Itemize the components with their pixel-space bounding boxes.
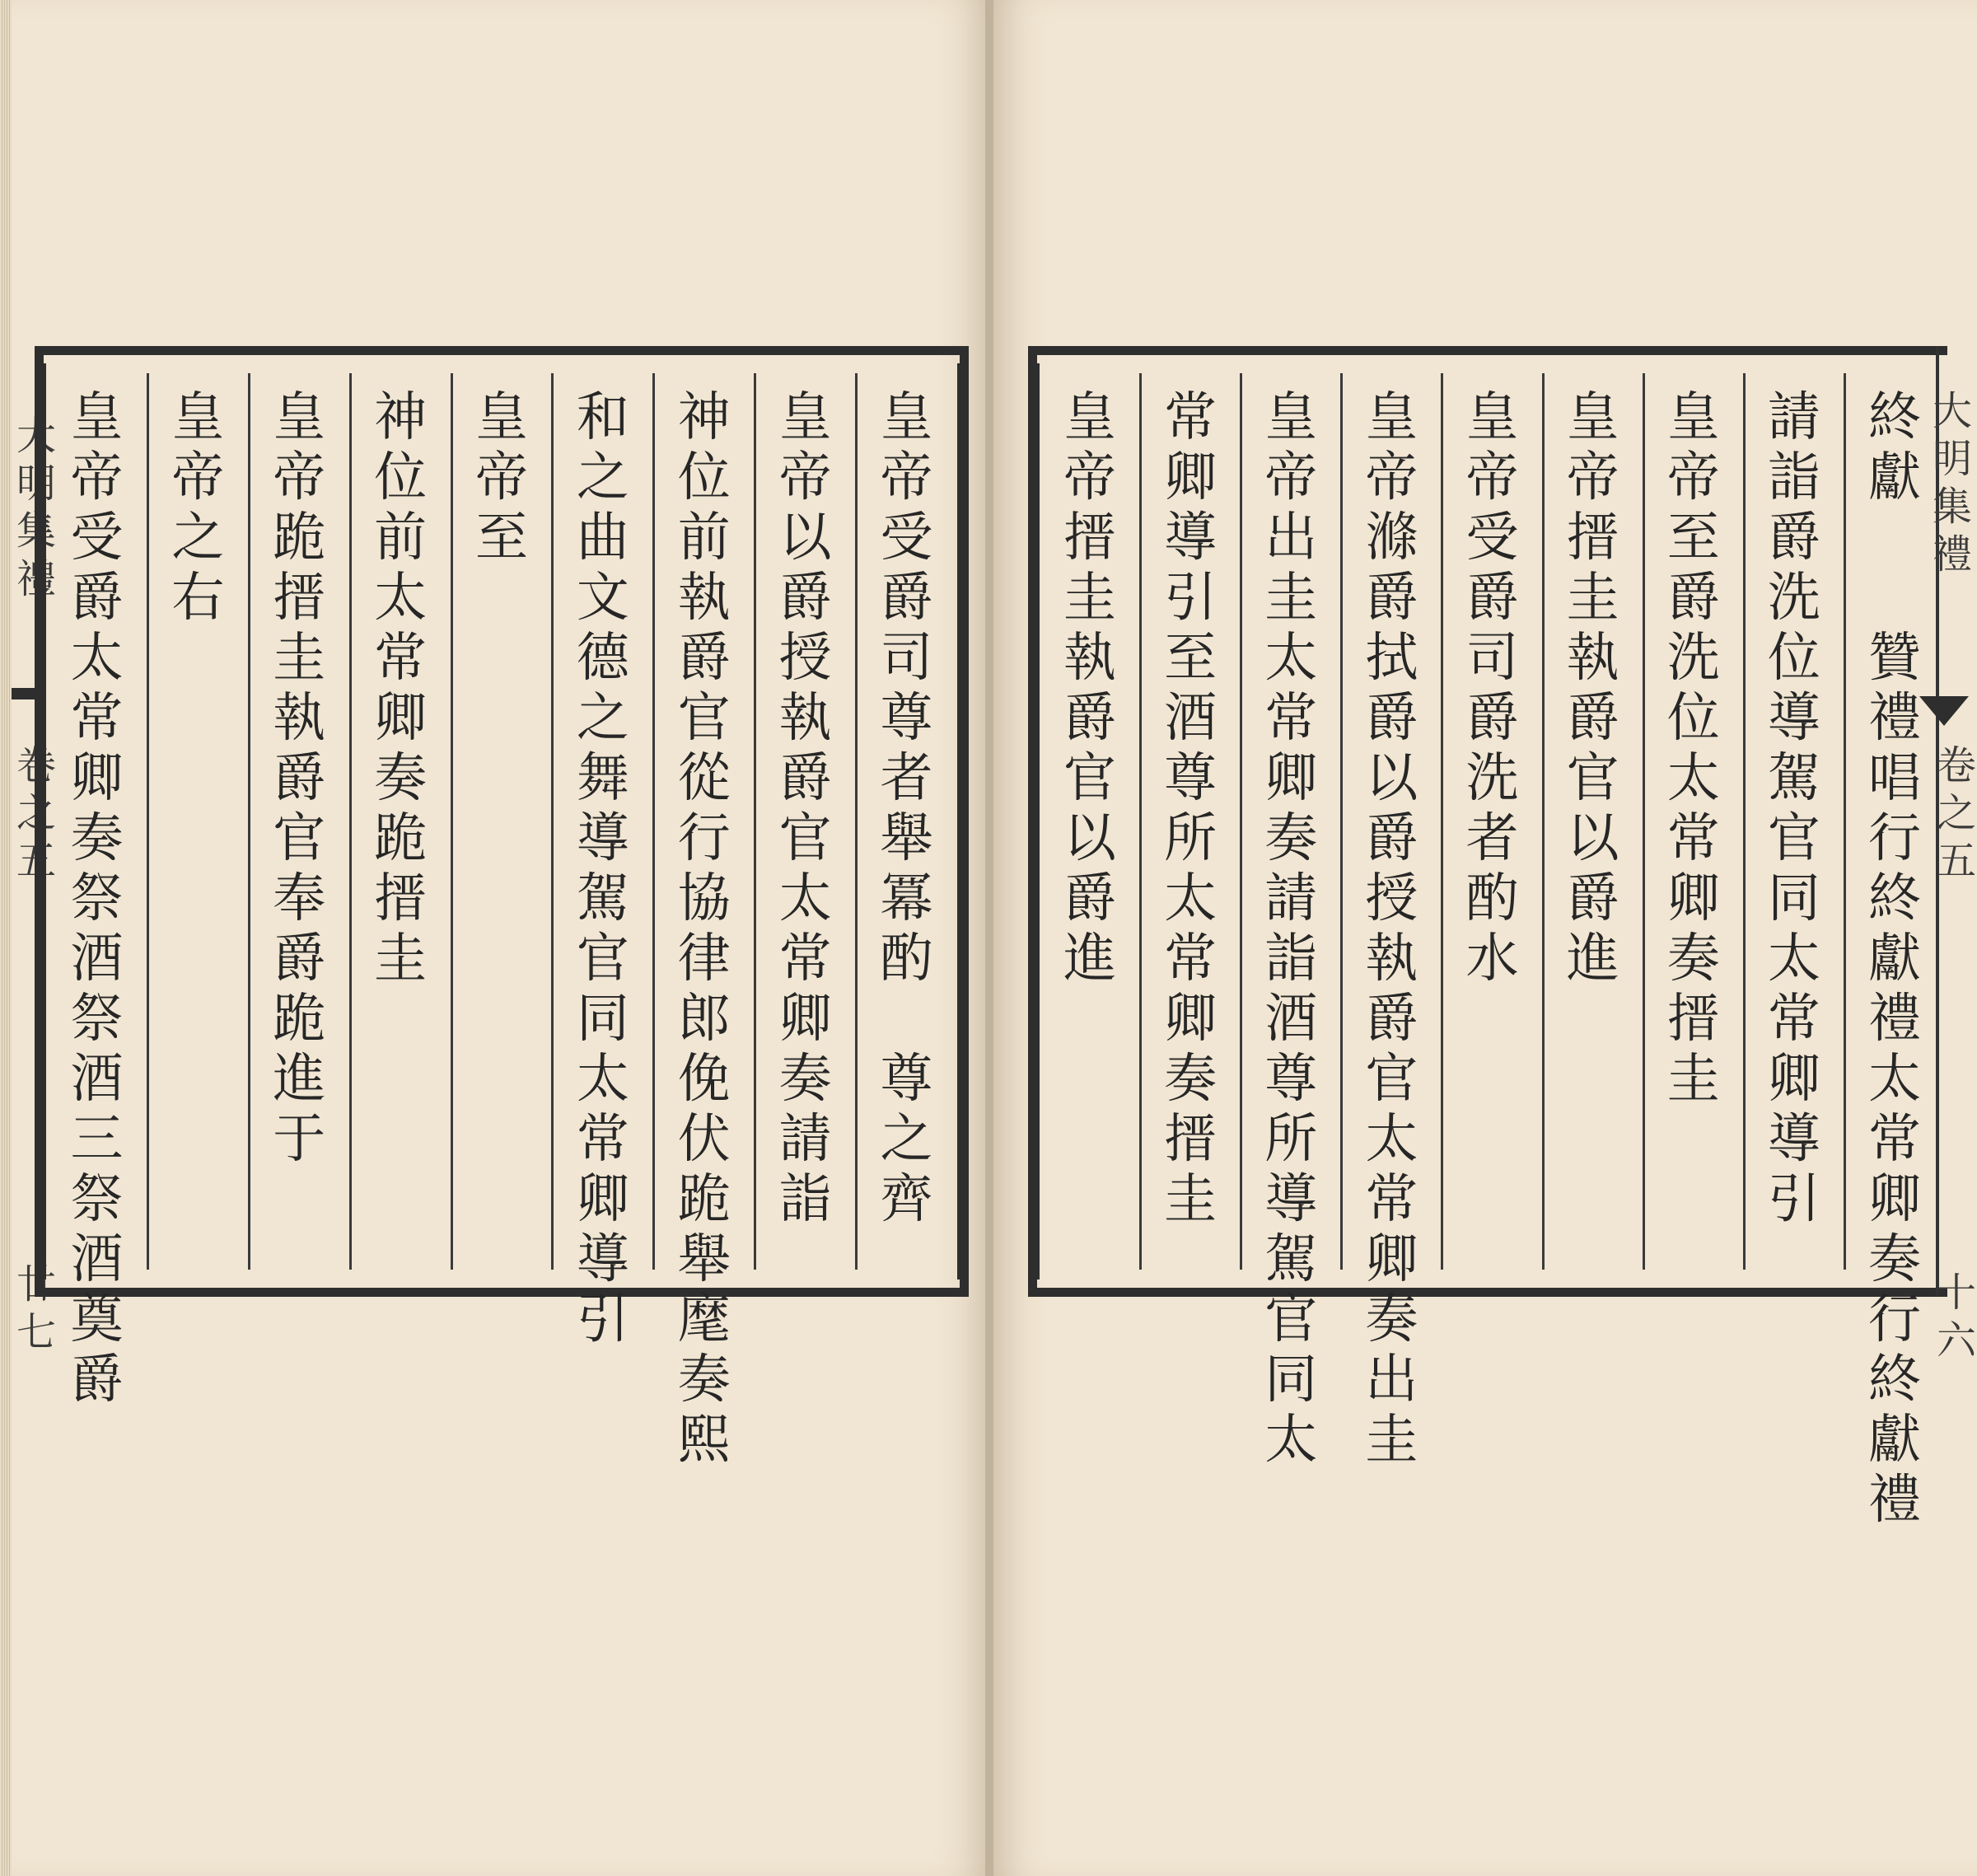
glyph: 導: [576, 1229, 629, 1290]
glyph: 奏: [1164, 1049, 1218, 1110]
glyph: 出: [1365, 1350, 1418, 1411]
glyph: 導: [1164, 508, 1218, 568]
glyph: 爵: [1365, 688, 1418, 749]
column-rule: [1643, 373, 1645, 1270]
glyph: 搢: [273, 568, 326, 629]
glyph: 之: [171, 508, 225, 568]
margin-glyph: 五: [16, 838, 56, 884]
glyph: 搢: [1666, 989, 1720, 1050]
glyph: 帝: [1666, 447, 1720, 508]
glyph: 尊: [1164, 748, 1218, 809]
glyph: 太: [70, 628, 124, 689]
glyph: 爵: [1465, 568, 1519, 629]
glyph: 帝: [475, 447, 528, 508]
text-column: [673, 388, 736, 1471]
glyph: 酌: [880, 929, 933, 989]
glyph: 文: [576, 568, 629, 629]
glyph: 所: [1264, 1109, 1318, 1170]
glyph: 詣: [778, 1169, 832, 1230]
glyph: 以: [778, 508, 832, 568]
glyph: 祭: [70, 1169, 124, 1230]
text-column: [1461, 388, 1524, 989]
glyph: 爵: [1063, 868, 1117, 929]
right-margin-title: [1928, 387, 1977, 578]
glyph: 太: [1767, 929, 1820, 989]
glyph: 常: [1264, 688, 1318, 749]
glyph: 太: [778, 868, 832, 929]
glyph: 奠: [70, 1289, 124, 1350]
glyph: 卿: [1666, 868, 1720, 929]
right-text-block: [1037, 363, 1947, 1531]
glyph: 前: [374, 508, 428, 568]
glyph: 爵: [70, 1350, 124, 1411]
glyph: 卿: [1164, 989, 1218, 1050]
glyph: 唱: [1867, 748, 1921, 809]
text-column: [1159, 388, 1222, 1230]
glyph: 禮: [1867, 989, 1921, 1050]
glyph: 者: [1465, 808, 1519, 869]
glyph: 終: [1867, 868, 1921, 929]
glyph: 奏: [1666, 929, 1720, 989]
glyph: 同: [1264, 1350, 1318, 1411]
glyph: 舉: [880, 808, 933, 869]
glyph: 德: [576, 628, 629, 689]
glyph: 帝: [171, 447, 225, 508]
glyph: 駕: [1264, 1229, 1318, 1290]
glyph: 皇: [1264, 387, 1318, 448]
glyph: 爵: [778, 568, 832, 629]
glyph: 以: [1566, 808, 1619, 869]
glyph: 爵: [273, 929, 326, 989]
glyph: 皇: [171, 387, 225, 448]
glyph: 洗: [1465, 748, 1519, 809]
glyph: 受: [1465, 508, 1519, 568]
margin-glyph: 六: [1936, 1317, 1976, 1364]
glyph: 卿: [1264, 748, 1318, 809]
glyph: 皇: [70, 387, 124, 448]
glyph: 引: [576, 1289, 629, 1350]
column-rule: [1240, 373, 1242, 1270]
glyph: 駕: [576, 868, 629, 929]
glyph: 導: [1264, 1169, 1318, 1230]
glyph: 舞: [576, 748, 629, 809]
glyph: 詣: [1264, 929, 1318, 989]
glyph: 請: [778, 1109, 832, 1170]
glyph: 奏: [778, 1049, 832, 1110]
glyph: 執: [677, 568, 731, 629]
glyph: 之: [576, 688, 629, 749]
glyph: 官: [1264, 1289, 1318, 1350]
glyph: 常: [70, 688, 124, 749]
glyph: 圭: [1264, 568, 1318, 629]
glyph: 太: [1164, 868, 1218, 929]
glyph: 酌: [1465, 868, 1519, 929]
glyph: 太: [1264, 1410, 1318, 1471]
column-rule: [551, 373, 554, 1270]
glyph: 出: [1264, 508, 1318, 568]
glyph: 以: [1063, 808, 1117, 869]
margin-glyph: 明: [16, 461, 56, 507]
glyph: 導: [1767, 688, 1820, 749]
glyph: 神: [374, 387, 428, 448]
text-column: [774, 388, 837, 1230]
column-rule: [754, 373, 756, 1270]
glyph: 酒: [70, 1229, 124, 1290]
glyph: 終: [1867, 387, 1921, 448]
glyph: 跪: [374, 808, 428, 869]
glyph: 行: [677, 808, 731, 869]
column-rule: [652, 373, 655, 1270]
right-page-frame: [1028, 346, 1947, 1531]
glyph: 奏: [677, 1350, 731, 1411]
glyph: 皇: [1465, 387, 1519, 448]
glyph: 爵: [677, 628, 731, 689]
glyph: 進: [1566, 929, 1619, 989]
glyph: 執: [1063, 628, 1117, 689]
glyph: 協: [677, 868, 731, 929]
glyph: 授: [1365, 868, 1418, 929]
text-column: [369, 388, 432, 989]
glyph: 太: [1264, 628, 1318, 689]
margin-glyph: 卷: [16, 742, 56, 788]
glyph: 卿: [1164, 447, 1218, 508]
glyph: 官: [778, 808, 832, 869]
glyph: 禮: [1867, 1470, 1921, 1531]
margin-glyph: 集: [1932, 484, 1972, 530]
margin-glyph: 卷: [1936, 742, 1976, 788]
glyph: 常: [1666, 808, 1720, 869]
glyph: 司: [880, 628, 933, 689]
glyph: 神: [677, 387, 731, 448]
glyph: 奉: [273, 868, 326, 929]
glyph: 祭: [70, 989, 124, 1050]
text-column: [876, 388, 938, 1230]
glyph: 水: [1465, 929, 1519, 989]
glyph: 駕: [1767, 748, 1820, 809]
glyph: 至: [1164, 628, 1218, 689]
glyph: 終: [1867, 1350, 1921, 1411]
glyph: 禮: [1867, 688, 1921, 749]
column-rule: [349, 373, 352, 1270]
glyph: 皇: [1063, 387, 1117, 448]
glyph: 進: [1063, 929, 1117, 989]
margin-glyph: 七: [16, 1309, 56, 1355]
glyph: 俛: [677, 1049, 731, 1110]
glyph: 跪: [273, 989, 326, 1050]
glyph: 圭: [1063, 568, 1117, 629]
glyph: 圭: [1365, 1410, 1418, 1471]
text-column: [470, 388, 533, 568]
glyph: 伏: [677, 1109, 731, 1170]
glyph: 爵: [1666, 568, 1720, 629]
glyph: 官: [1767, 808, 1820, 869]
glyph: 卿: [70, 748, 124, 809]
left-text-block: [44, 363, 960, 1471]
glyph: 洗: [1666, 628, 1720, 689]
glyph: 和: [576, 387, 629, 448]
glyph: 郎: [677, 989, 731, 1050]
glyph: 至: [475, 508, 528, 568]
glyph: 奏: [1365, 1289, 1418, 1350]
right-margin-volume: [1932, 742, 1977, 885]
glyph: 受: [880, 508, 933, 568]
glyph: 太: [1867, 1049, 1921, 1110]
right-fish-tail-mark: [1919, 696, 1969, 726]
glyph: 請: [1264, 868, 1318, 929]
glyph: 爵: [1365, 989, 1418, 1050]
glyph: 受: [70, 508, 124, 568]
glyph: 常: [576, 1109, 629, 1170]
glyph: 常: [778, 929, 832, 989]
glyph: 官: [1566, 748, 1619, 809]
glyph: 前: [677, 508, 731, 568]
glyph: 圭: [374, 929, 428, 989]
left-page-frame: [35, 346, 969, 1471]
glyph: 皇: [1566, 387, 1619, 448]
column-rule: [451, 373, 453, 1270]
glyph: 圭: [1666, 1049, 1720, 1110]
glyph: 搢: [1063, 508, 1117, 568]
glyph: 常: [1164, 929, 1218, 989]
margin-glyph: 明: [1932, 436, 1972, 482]
glyph: 導: [576, 808, 629, 869]
right-margin-folio: [1932, 1269, 1977, 1364]
page-edges: [0, 0, 12, 1876]
glyph: 官: [1365, 1049, 1418, 1110]
margin-glyph: 十: [1936, 1270, 1976, 1316]
text-column: [1059, 388, 1121, 989]
glyph: 爵: [778, 748, 832, 809]
glyph: 酒: [1164, 688, 1218, 749]
glyph: 滌: [1365, 508, 1418, 568]
glyph: 皇: [475, 387, 528, 448]
column-rule: [855, 373, 858, 1270]
glyph: 之: [880, 1109, 933, 1170]
text-column: [268, 388, 330, 1170]
glyph: 官: [576, 929, 629, 989]
glyph: 太: [1666, 748, 1720, 809]
glyph: 曲: [576, 508, 629, 568]
glyph: 所: [1164, 808, 1218, 869]
glyph: 祭: [70, 868, 124, 929]
glyph: 搢: [1566, 508, 1619, 568]
margin-glyph: 禮: [16, 556, 56, 602]
glyph: 常: [1767, 989, 1820, 1050]
text-column: [1360, 388, 1423, 1471]
glyph: 皇: [778, 387, 832, 448]
glyph: 同: [1767, 868, 1820, 929]
glyph: 尊: [880, 688, 933, 749]
glyph: 太: [1365, 1109, 1418, 1170]
text-column: [1562, 388, 1624, 989]
glyph: 皇: [880, 387, 933, 448]
glyph: 皇: [1666, 387, 1720, 448]
glyph: 執: [273, 688, 326, 749]
glyph: 太: [374, 568, 428, 629]
glyph: 授: [778, 628, 832, 689]
glyph: 位: [1666, 688, 1720, 749]
glyph: 冪: [880, 868, 933, 929]
glyph: 爵: [1465, 688, 1519, 749]
text-column: [166, 388, 229, 629]
glyph: 請: [1767, 387, 1820, 448]
glyph: 帝: [1063, 447, 1117, 508]
glyph: 位: [374, 447, 428, 508]
text-column: [1662, 388, 1725, 1110]
glyph: 官: [677, 688, 731, 749]
glyph: 帝: [880, 447, 933, 508]
glyph: 進: [273, 1049, 326, 1110]
glyph: 于: [273, 1109, 326, 1170]
glyph: 常: [1164, 387, 1218, 448]
glyph: 奏: [374, 748, 428, 809]
glyph: 爵: [1566, 688, 1619, 749]
glyph: 執: [1365, 929, 1418, 989]
glyph: 獻: [1867, 447, 1921, 508]
glyph: 拭: [1365, 628, 1418, 689]
glyph: 卿: [374, 688, 428, 749]
glyph: 皇: [273, 387, 326, 448]
glyph: 爵: [1566, 868, 1619, 929]
glyph: 圭: [1164, 1169, 1218, 1230]
glyph: 至: [1666, 508, 1720, 568]
glyph: 官: [1063, 748, 1117, 809]
margin-glyph: 之: [16, 790, 56, 836]
column-rule: [1542, 373, 1545, 1270]
glyph: 執: [1566, 628, 1619, 689]
column-rule: [248, 373, 250, 1270]
margin-glyph: 大: [16, 413, 56, 459]
glyph: 者: [880, 748, 933, 809]
glyph: 官: [273, 808, 326, 869]
column-rule: [1743, 373, 1746, 1270]
margin-glyph: 集: [16, 508, 56, 554]
glyph: 奏: [1264, 808, 1318, 869]
glyph: 帝: [70, 447, 124, 508]
glyph: 行: [1867, 808, 1921, 869]
glyph: 帝: [1566, 447, 1619, 508]
glyph: 尊: [880, 1049, 933, 1110]
glyph: 尊: [1264, 1049, 1318, 1110]
glyph: 麾: [677, 1289, 731, 1350]
glyph: 三: [70, 1109, 124, 1170]
glyph: 爵: [1063, 688, 1117, 749]
text-column: [65, 388, 128, 1411]
text-column: [1863, 388, 1926, 1531]
glyph: 帝: [778, 447, 832, 508]
glyph: 右: [171, 568, 225, 629]
column-rule: [1441, 373, 1443, 1270]
glyph: 搢: [374, 868, 428, 929]
glyph: 帝: [1365, 447, 1418, 508]
glyph: 位: [1767, 628, 1820, 689]
glyph: 舉: [677, 1229, 731, 1290]
glyph: 奏: [70, 808, 124, 869]
margin-glyph: 五: [1936, 838, 1976, 884]
glyph: 太: [576, 1049, 629, 1110]
glyph: 卿: [1365, 1229, 1418, 1290]
glyph: 齊: [880, 1169, 933, 1230]
glyph: 獻: [1867, 929, 1921, 989]
glyph: 常: [1867, 1109, 1921, 1170]
text-column: [572, 388, 634, 1350]
glyph: 跪: [677, 1169, 731, 1230]
margin-glyph: 大: [1932, 388, 1972, 434]
glyph: 帝: [273, 447, 326, 508]
glyph: 贊: [1867, 628, 1921, 689]
glyph: 酒: [1264, 989, 1318, 1050]
glyph: 帝: [1465, 447, 1519, 508]
column-rule: [1139, 373, 1142, 1270]
glyph: 詣: [1767, 447, 1820, 508]
text-column: [1260, 388, 1322, 1471]
column-rule: [1844, 373, 1846, 1270]
glyph: 從: [677, 748, 731, 809]
glyph: 以: [1365, 748, 1418, 809]
margin-glyph: 之: [1936, 790, 1976, 836]
glyph: 卿: [1867, 1169, 1921, 1230]
glyph: 爵: [70, 568, 124, 629]
glyph: 跪: [273, 508, 326, 568]
glyph: 皇: [1365, 387, 1418, 448]
glyph: 導: [1767, 1109, 1820, 1170]
glyph: 常: [374, 628, 428, 689]
glyph: 帝: [1264, 447, 1318, 508]
glyph: 引: [1164, 568, 1218, 629]
margin-glyph: 禮: [1932, 531, 1972, 578]
column-rule: [147, 373, 149, 1270]
glyph: 爵: [1365, 568, 1418, 629]
glyph: 爵: [273, 748, 326, 809]
glyph: 執: [778, 688, 832, 749]
glyph: 常: [1365, 1169, 1418, 1230]
glyph: 行: [1867, 1289, 1921, 1350]
glyph: 引: [1767, 1169, 1820, 1230]
glyph: 洗: [1767, 568, 1820, 629]
glyph: 律: [677, 929, 731, 989]
glyph: 司: [1465, 628, 1519, 689]
glyph: 獻: [1867, 1410, 1921, 1471]
glyph: 圭: [273, 628, 326, 689]
glyph: 爵: [1365, 808, 1418, 869]
glyph: 卿: [778, 989, 832, 1050]
glyph: 爵: [1767, 508, 1820, 568]
text-column: [1763, 388, 1825, 1230]
glyph: 圭: [1566, 568, 1619, 629]
glyph: 卿: [1767, 1049, 1820, 1110]
glyph: 位: [677, 447, 731, 508]
glyph: 搢: [1164, 1109, 1218, 1170]
glyph: 奏: [1867, 1229, 1921, 1290]
glyph: 之: [576, 447, 629, 508]
glyph: 卿: [576, 1169, 629, 1230]
glyph: 酒: [70, 929, 124, 989]
column-rule: [1340, 373, 1343, 1270]
glyph: 酒: [70, 1049, 124, 1110]
glyph: 同: [576, 989, 629, 1050]
glyph: 爵: [880, 568, 933, 629]
margin-glyph: 廿: [16, 1261, 56, 1308]
glyph: 熙: [677, 1410, 731, 1471]
